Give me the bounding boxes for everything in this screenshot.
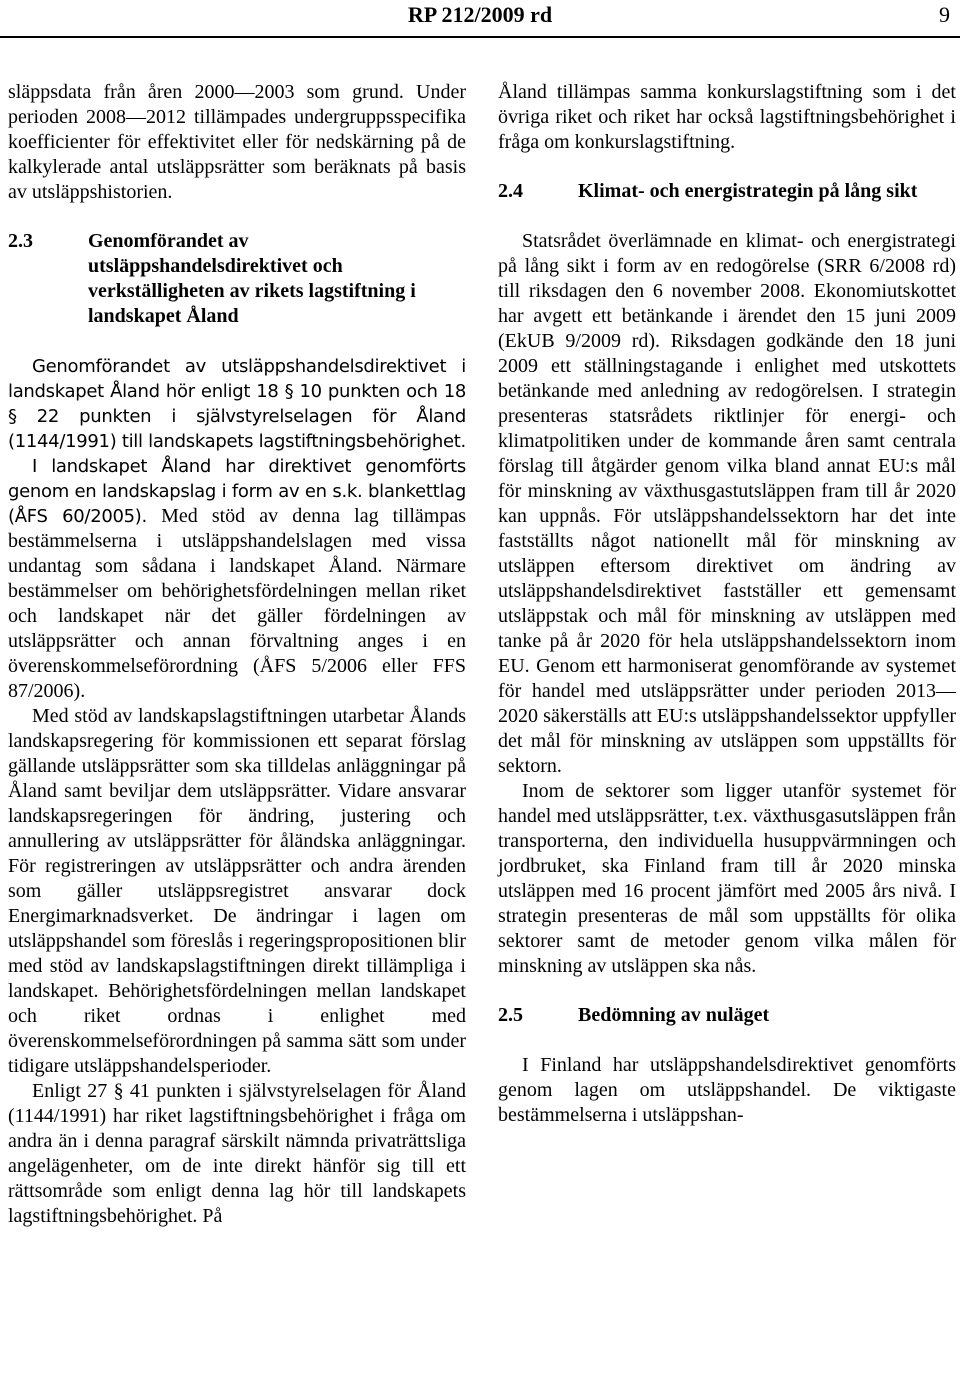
page-header	[0, 0, 960, 34]
section-number: 2.5	[498, 1004, 523, 1026]
paragraph: Enligt 27 § 41 punkten i självstyrelselagen för Åland (1144/1991) har riket lagstiftningsbehörighet i fråga om andra än i denna paragraf särskilt nämnda privaträttsliga angelägenheter, om de inte direkt hänför sig till ett rättsområde som enligt denna lag hör till landskapets lagstiftningsbehörighet. På	[8, 1080, 466, 1227]
section-number: 2.3	[8, 230, 33, 252]
left-column	[8, 80, 466, 1229]
page-number: 9	[939, 2, 950, 27]
section-heading-2-4	[498, 179, 956, 204]
section-title: Bedömning av nuläget	[578, 1004, 770, 1026]
section-title: Genomförandet av utsläppshandelsdirektivet och verkställigheten av rikets lagstiftning i landskapet Åland	[88, 230, 416, 327]
document-title: RP 212/2009 rd	[407, 2, 553, 27]
right-column	[498, 80, 956, 1128]
section-heading-2-5	[498, 1003, 956, 1028]
paragraph	[8, 454, 466, 704]
paragraph-intro-right: Åland tillämpas samma konkurslagstiftning som i det övriga riket och riket har också lagstiftningsbehörighet i fråga om konkurslagstiftning.	[498, 81, 956, 153]
section-heading-2-3	[8, 229, 466, 329]
paragraph-intro-left: släppsdata från åren 2000—2003 som grund. Under perioden 2008—2012 tillämpades undergruppsspecifika koefficienter för effektivitet eller för nedskärning på de kalkylerade antal utsläppsrätter som beräknats på basis av utsläppshistorien.	[8, 81, 466, 203]
header-rule	[0, 36, 960, 38]
paragraph-sentence: I landskapet Åland har direktivet genomförts genom en landskapslag i form av en s.k. blankettlag (ÅFS 60/2005).	[8, 456, 466, 527]
paragraph: I Finland har utsläppshandelsdirektivet genomförts genom lagen om utsläppshandel. De viktigaste bestämmelserna i utsläppshan-	[498, 1054, 956, 1126]
paragraph: Genomförandet av utsläppshandelsdirektivet i landskapet Åland hör enligt 18 § 10 punkten och 18 § 22 punkten i självstyrelselagen för Åland (1144/1991) till landskapets lagstiftningsbehörighet.	[8, 356, 466, 452]
paragraph-sentence: Med stöd av denna lag tillämpas bestämmelserna i utsläppshandelslagen med vissa undantag som sådana i landskapet Åland. Närmare bestämmelser om behörighetsfördelningen mellan riket och landskapet när det gäller fördelningen av utsläppsrätter och annan förvaltning anges i en överenskommelseförordning (ÅFS 5/2006 eller FFS 87/2006).	[8, 505, 466, 702]
paragraph: Statsrådet överlämnade en klimat- och energistrategi på lång sikt i form av en redogörelse (SRR 6/2008 rd) till riksdagen den 6 november 2008. Ekonomiutskottet har avgett ett betänkande i ärendet den 15 juni 2009 (EkUB 9/2009 rd). Riksdagen godkände den 18 juni 2009 ett ställningstagande i enlighet med utskottets betänkande med anledning av redogörelsen. I strategin presenteras statsrådets riktlinjer för energi- och klimatpolitiken under de kommande åren samt centrala förslag till åtgärder genom vilka bland annat EU:s mål för minskning av växthusgastutsläppen fram till år 2020 kan uppnås. För utsläppshandelssektorn har det inte fastställts något nationellt mål för minskning av utsläppen eftersom direktivet om ändring av utsläppshandelsdirektivet fastställer ett gemensamt utsläppstak och mål för minskning av utsläppen med tanke på år 2020 för hela utsläppshandelssektorn inom EU. Genom ett harmoniserat genomförande av systemet för handel med utsläppsrätter under perioden 2013—2020 säkerställs att EU:s utsläppshandelssektor uppfyller det mål för minskning av utsläppen som uppställts för sektorn.	[498, 230, 956, 777]
paragraph: Inom de sektorer som ligger utanför systemet för handel med utsläppsrätter, t.ex. växthusgasutsläppen från transporterna, den individuella husuppvärmningen och jordbruket, ska Finland fram till år 2020 minska utsläppen med 16 procent jämfört med 2005 års nivå. I strategin presenteras de mål som uppställts för olika sektorer samt de metoder genom vilka målen för minskning av utsläppen ska nås.	[498, 780, 956, 977]
paragraph: Med stöd av landskapslagstiftningen utarbetar Ålands landskapsregering för kommissionen ett separat förslag gällande utsläppsrätter som ska tilldelas anläggningar på Åland samt beviljar dem utsläppsrätter. Vidare ansvarar landskapsregeringen för ändring, justering och annullering av utsläppsrätter för åländska anläggningar. För registreringen av utsläppsrätter och andra ärenden som gäller utsläppsregistret ansvarar dock Energimarknadsverket. De ändringar i lagen om utsläppshandel som föreslås i regeringspropositionen blir med stöd av landskapslagstiftningen direkt tillämpliga i landskapet. Behörighetsfördelningen mellan landskapet och riket ordnas i enlighet med överenskommelseförordningen på samma sätt som under tidigare utsläppshandelsperioder.	[8, 705, 466, 1077]
section-title: Klimat- och energistrategin på lång sikt	[578, 180, 918, 202]
section-number: 2.4	[498, 180, 523, 202]
